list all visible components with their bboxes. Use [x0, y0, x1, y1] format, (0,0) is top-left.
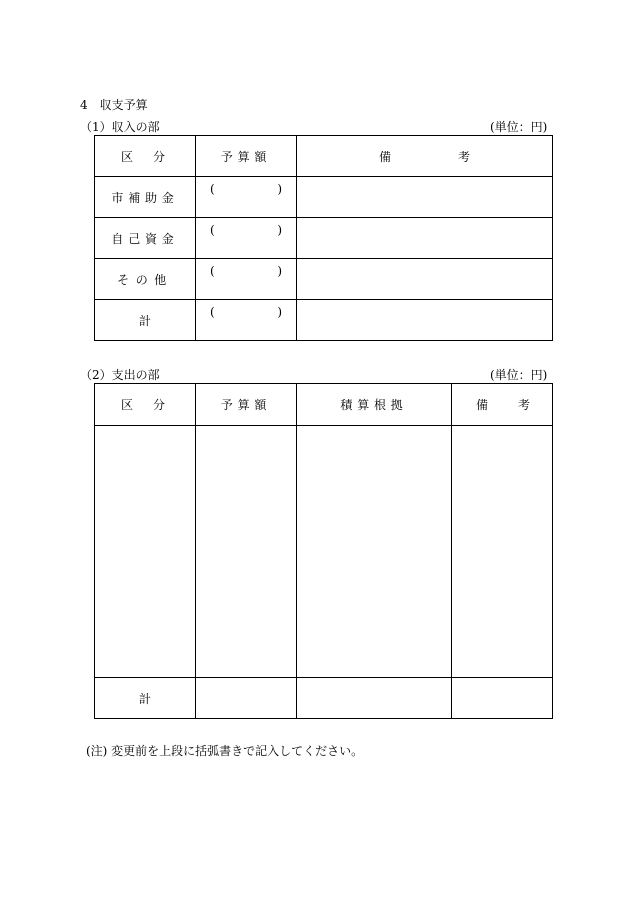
income-row-label: その他 [95, 259, 196, 300]
paren-close: ) [277, 182, 282, 196]
paren-open: ( [210, 264, 215, 278]
expense-row-total [95, 678, 553, 719]
expense-header-kubun-b: 分 [152, 398, 165, 412]
income-title: （1）収入の部 [80, 120, 160, 134]
paren-close: ) [277, 264, 282, 278]
income-row [95, 177, 553, 218]
income-row-total [95, 300, 553, 341]
income-row-amount[interactable] [196, 218, 297, 259]
expense-body-note[interactable] [452, 426, 553, 678]
paren-open: ( [210, 305, 215, 319]
section-title: 4 収支予算 [80, 98, 148, 112]
expense-total-budget[interactable] [196, 678, 297, 719]
income-row-amount[interactable] [196, 177, 297, 218]
expense-total-note[interactable] [452, 678, 553, 719]
income-total-label: 計 [95, 300, 196, 341]
expense-total-basis[interactable] [297, 678, 452, 719]
expense-header-bikou-b: 考 [517, 398, 530, 412]
income-header-row [95, 136, 553, 177]
paren-close: ) [277, 223, 282, 237]
paren-open: ( [210, 182, 215, 196]
expense-title: （2）支出の部 [80, 368, 160, 382]
expense-unit: (単位：円) [490, 368, 548, 382]
income-row [95, 218, 553, 259]
footnote: (注) 変更前を上段に括弧書きで記入してください。 [86, 744, 364, 758]
income-header-kubun [95, 136, 196, 177]
income-header-kubun-a: 区 [121, 149, 134, 164]
income-row-amount[interactable] [196, 259, 297, 300]
income-row-note[interactable] [297, 259, 553, 300]
expense-total-label: 計 [95, 678, 196, 719]
expense-body-budget[interactable] [196, 426, 297, 678]
income-header-bikou-b: 考 [457, 149, 470, 164]
paren-open: ( [210, 223, 215, 237]
expense-header-bikou-a: 備 [476, 398, 489, 412]
expense-body-kubun[interactable] [95, 426, 196, 678]
income-header-budget: 予算額 [196, 136, 297, 177]
expense-header-kubun-a: 区 [121, 398, 134, 412]
income-total-amount[interactable] [196, 300, 297, 341]
expense-body-basis[interactable] [297, 426, 452, 678]
expense-header-bikou [452, 384, 553, 426]
expense-header-kubun [95, 384, 196, 426]
income-table [94, 135, 553, 341]
income-row-label: 自己資金 [95, 218, 196, 259]
income-row-label: 市補助金 [95, 177, 196, 218]
income-header-bikou-a: 備 [379, 149, 392, 164]
expense-table [94, 383, 553, 719]
expense-header-budget: 予算額 [196, 384, 297, 426]
income-header-kubun-b: 分 [152, 149, 165, 164]
expense-header-basis: 積算根拠 [297, 384, 452, 426]
income-unit: (単位：円) [490, 120, 548, 134]
income-row-note[interactable] [297, 177, 553, 218]
income-total-note[interactable] [297, 300, 553, 341]
income-row [95, 259, 553, 300]
income-row-note[interactable] [297, 218, 553, 259]
expense-body-row [95, 426, 553, 678]
income-header-bikou [297, 136, 553, 177]
paren-close: ) [277, 305, 282, 319]
expense-header-row [95, 384, 553, 426]
